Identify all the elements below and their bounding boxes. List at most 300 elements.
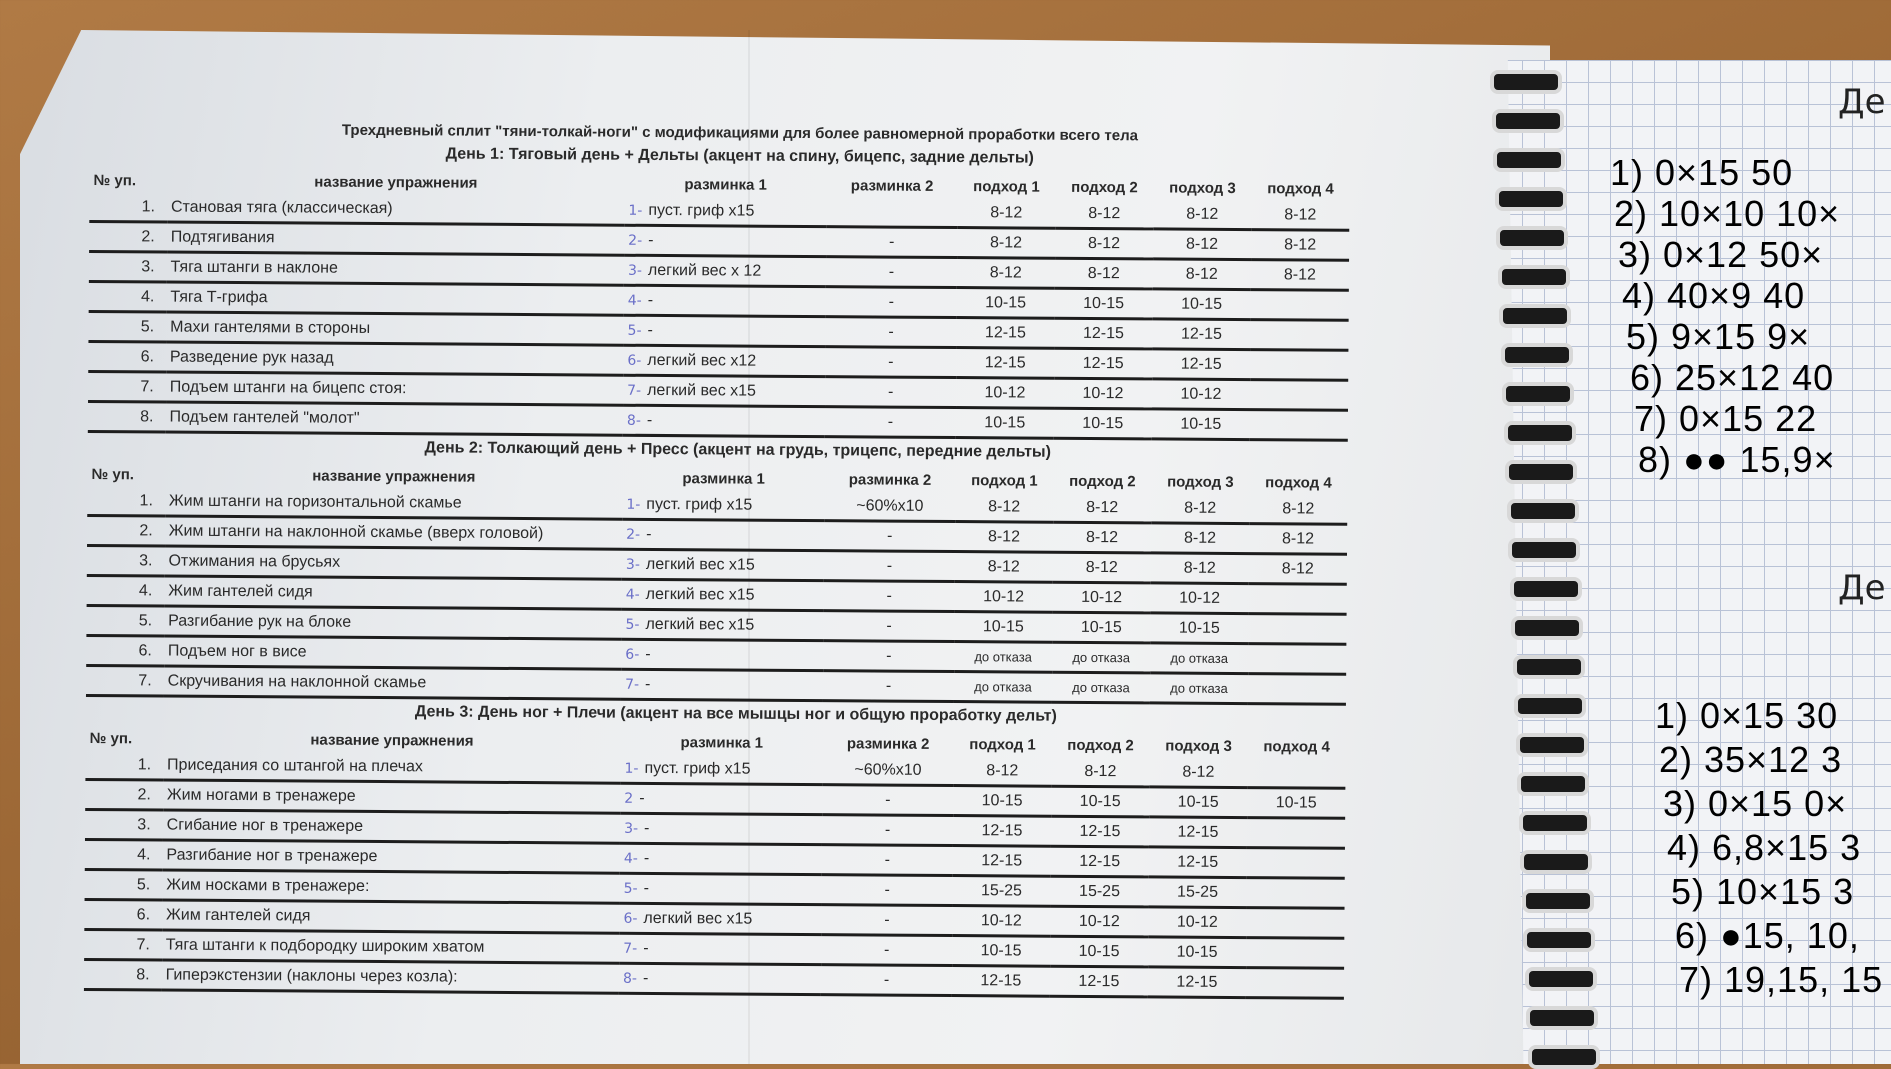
handwritten-mark: 3- [624, 820, 639, 837]
column-header: название упражнения [312, 467, 476, 486]
warmup-1: пуст. гриф x15 [646, 495, 753, 514]
set-4 [1246, 878, 1344, 909]
set-2: 10-15 [1052, 612, 1150, 643]
set-1: 8-12 [955, 493, 1053, 522]
set-1: 10-15 [953, 786, 1051, 817]
spiral-ring [1505, 460, 1577, 484]
set-2: 8-12 [1053, 522, 1151, 553]
column-header: разминка 1 [680, 733, 764, 752]
column-header: подход 2 [1069, 472, 1136, 490]
exercise-number: 1. [85, 751, 163, 780]
set-2: 10-15 [1050, 936, 1148, 967]
exercise-name: Подъем ног в висе [164, 636, 622, 669]
set-4 [1250, 410, 1348, 441]
exercise-number: 4. [87, 575, 165, 606]
spiral-ring [1528, 1045, 1600, 1069]
warmup-1: легкий вес x15 [645, 585, 755, 604]
set-3: 10-12 [1150, 583, 1248, 614]
warmup-1-cell [623, 315, 825, 346]
warmup-1-cell [623, 375, 825, 406]
warmup-2 [826, 198, 957, 227]
spiral-ring [1525, 967, 1597, 991]
exercise-name: Сгибание ног в тренажере [163, 810, 621, 843]
notebook-heading-top: Де [1838, 82, 1886, 122]
set-3: до отказа [1150, 673, 1248, 704]
column-header: № уп. [89, 729, 133, 747]
warmup-2: - [824, 611, 955, 642]
set-3: 8-12 [1151, 523, 1249, 554]
spiral-ring [1490, 70, 1562, 94]
set-2: 12-15 [1054, 318, 1152, 349]
set-4: 8-12 [1249, 495, 1347, 524]
handwritten-mark: 2- [628, 232, 643, 249]
exercise-name: Подтягивания [167, 222, 625, 255]
warmup-1-cell [621, 639, 823, 670]
spiral-ring [1522, 889, 1594, 913]
set-1: до отказа [954, 642, 1052, 673]
column-header: название упражнения [310, 731, 474, 750]
warmup-1: пуст. гриф x15 [644, 759, 751, 778]
set-1: 8-12 [957, 258, 1055, 289]
set-2: 10-12 [1050, 906, 1148, 937]
set-4 [1248, 674, 1346, 705]
notebook-entry: 5) 10×15 3 [1671, 871, 1855, 912]
exercise-name: Махи гантелями в стороны [166, 312, 624, 345]
column-header: название упражнения [314, 173, 478, 192]
exercise-name: Скручивания на наклонной скамье [164, 666, 622, 699]
set-1: 8-12 [955, 552, 1053, 583]
set-4 [1246, 968, 1344, 999]
set-2: 8-12 [1053, 552, 1151, 583]
set-1: 10-12 [954, 582, 1052, 613]
set-2: 12-15 [1051, 846, 1149, 877]
set-4: 8-12 [1249, 524, 1347, 555]
spiral-ring [1508, 538, 1580, 562]
exercise-number: 1. [89, 193, 167, 222]
set-4: 8-12 [1251, 201, 1349, 230]
set-1: 8-12 [957, 228, 1055, 259]
set-3: 12-15 [1149, 847, 1247, 878]
spiral-ring [1526, 1006, 1598, 1030]
day-heading: День 3: День ног + Плечи (акцент на все мышцы ног и общую проработку дельт) [414, 703, 1057, 725]
warmup-1-cell [622, 519, 824, 550]
exercise-number: 3. [87, 545, 165, 576]
spiral-ring [1501, 343, 1573, 367]
exercise-number: 6. [86, 635, 164, 666]
set-4 [1246, 908, 1344, 939]
warmup-1-cell [624, 225, 826, 256]
warmup-1-cell [619, 933, 821, 964]
exercise-name: Жим гантелей сидя [162, 900, 620, 933]
warmup-1-cell [623, 345, 825, 376]
set-2: 10-15 [1054, 408, 1152, 439]
warmup-1: - [646, 525, 652, 543]
set-2: 10-12 [1052, 582, 1150, 613]
handwritten-mark: 3- [625, 556, 640, 573]
set-4 [1248, 644, 1346, 675]
handwritten-mark: 4- [625, 586, 640, 603]
exercise-number: 6. [88, 341, 166, 372]
set-3: 12-15 [1149, 817, 1247, 848]
handwritten-mark: 5- [625, 616, 640, 633]
handwritten-mark: 6- [625, 646, 640, 663]
exercise-number: 2. [89, 221, 167, 252]
set-3: 10-12 [1152, 379, 1250, 410]
warmup-1-cell [620, 843, 822, 874]
set-2: 10-15 [1055, 288, 1153, 319]
notebook-spiral [1490, 70, 1570, 1064]
warmup-2: - [822, 905, 953, 936]
column-header: подход 4 [1263, 737, 1330, 756]
exercise-name: Подъем штанги на бицепс стоя: [166, 372, 624, 405]
handwritten-mark: 2 [624, 790, 634, 807]
warmup-2: - [825, 407, 956, 438]
set-4 [1247, 848, 1345, 879]
handwritten-mark: 1- [624, 760, 639, 777]
warmup-2: - [822, 875, 953, 906]
set-4: 8-12 [1251, 230, 1349, 261]
exercise-number: 2. [85, 779, 163, 810]
warmup-2: - [824, 581, 955, 612]
spiral-ring [1517, 772, 1589, 796]
exercise-number: 8. [88, 401, 166, 432]
warmup-1: - [639, 789, 645, 807]
exercise-number: 7. [86, 665, 164, 696]
notebook-entry: 1) 0×15 50 [1610, 152, 1794, 193]
handwritten-mark: 4- [627, 292, 642, 309]
handwritten-mark: 5- [627, 322, 642, 339]
set-3: 10-15 [1149, 787, 1247, 818]
spiral-ring [1499, 304, 1571, 328]
warmup-1: легкий вес x 12 [647, 261, 762, 280]
set-2: 8-12 [1051, 758, 1149, 787]
set-1: 8-12 [957, 199, 1055, 228]
set-4 [1251, 290, 1349, 321]
exercise-number: 5. [86, 605, 164, 636]
handwritten-mark: 2- [626, 526, 641, 543]
set-3: 12-15 [1148, 967, 1246, 998]
spiral-ring [1496, 226, 1568, 250]
spiral-ring [1495, 187, 1567, 211]
set-3: 10-12 [1148, 907, 1246, 938]
set-3: до отказа [1150, 643, 1248, 674]
warmup-1-cell [624, 255, 826, 286]
spiral-ring [1523, 928, 1595, 952]
day-heading: День 1: Тяговый день + Дельты (акцент на спину, бицепс, задние дельты) [445, 145, 1034, 167]
set-1: 12-15 [956, 318, 1054, 349]
notebook-heading-mid: Де [1838, 568, 1886, 608]
notebook-entry: 3) 0×12 50× [1618, 234, 1824, 275]
set-1: 15-25 [952, 876, 1050, 907]
exercise-number: 7. [84, 929, 162, 960]
warmup-1-cell [621, 609, 823, 640]
set-1: 12-15 [953, 846, 1051, 877]
set-4: 10-15 [1247, 788, 1345, 819]
set-2: 10-15 [1051, 786, 1149, 817]
set-2: 8-12 [1055, 258, 1153, 289]
notebook-entry: 7) 0×15 22 [1634, 398, 1818, 439]
warmup-1-cell [622, 549, 824, 580]
set-4 [1250, 380, 1348, 411]
set-1: 10-15 [954, 612, 1052, 643]
warmup-1: легкий вес x15 [645, 555, 755, 574]
warmup-1-cell [624, 197, 826, 227]
set-3: 8-12 [1149, 758, 1247, 787]
warmup-1: - [645, 645, 651, 663]
set-1: 8-12 [953, 757, 1051, 786]
spiral-ring [1507, 499, 1579, 523]
handwritten-mark: 1- [628, 202, 643, 219]
set-1: до отказа [954, 672, 1052, 703]
warmup-2: - [822, 815, 953, 846]
exercise-table [84, 725, 1346, 1000]
warmup-2: - [825, 347, 956, 378]
exercise-number: 5. [88, 311, 166, 342]
warmup-1: - [644, 819, 650, 837]
set-3: 10-15 [1150, 613, 1248, 644]
warmup-1: легкий вес x15 [647, 381, 757, 400]
handwritten-mark: 1- [626, 496, 641, 513]
set-1: 10-15 [956, 408, 1054, 439]
spiral-ring [1492, 109, 1564, 133]
warmup-1-cell [623, 405, 825, 436]
spiral-ring [1502, 382, 1574, 406]
notebook-entry: 1) 0×15 30 [1655, 695, 1839, 736]
set-3: 8-12 [1153, 200, 1251, 229]
exercise-table [86, 461, 1348, 706]
spiral-ring [1520, 850, 1592, 874]
warmup-2: ~60%x10 [824, 492, 955, 521]
warmup-1: пуст. гриф x15 [648, 201, 755, 220]
set-3: 8-12 [1153, 259, 1251, 290]
set-4 [1246, 938, 1344, 969]
spiral-ring [1514, 694, 1586, 718]
set-4 [1250, 320, 1348, 351]
notebook-entry: 6) ●15, 10, [1675, 915, 1860, 956]
exercise-name: Становая тяга (классическая) [167, 194, 625, 226]
set-4: 8-12 [1249, 554, 1347, 585]
warmup-1-cell [622, 579, 824, 610]
column-header: подход 1 [969, 735, 1036, 754]
spiral-ring [1516, 733, 1588, 757]
column-header: разминка 2 [848, 470, 932, 489]
exercise-name: Отжимания на брусьях [164, 546, 622, 579]
set-1: 8-12 [955, 522, 1053, 553]
warmup-2: - [823, 671, 954, 702]
warmup-1: - [648, 231, 654, 249]
handwritten-mark: 7- [623, 940, 638, 957]
column-header: разминка 1 [684, 175, 767, 194]
workout-document [84, 120, 1390, 1000]
set-3: 10-15 [1148, 937, 1246, 968]
exercise-name: Жим штанги на наклонной скамье (вверх головой) [165, 516, 623, 549]
set-3: 12-15 [1152, 349, 1250, 380]
warmup-1: легкий вес x15 [645, 615, 755, 634]
set-3: 15-25 [1148, 877, 1246, 908]
exercise-number: 3. [85, 809, 163, 840]
set-3: 8-12 [1153, 229, 1251, 260]
warmup-1: - [643, 879, 650, 897]
exercise-table [88, 167, 1350, 442]
warmup-2: ~60%x10 [823, 756, 954, 785]
exercise-number: 2. [87, 515, 165, 546]
handwritten-mark: 7- [625, 676, 640, 693]
warmup-2: - [826, 227, 957, 258]
warmup-2: - [822, 785, 953, 816]
warmup-1-cell [620, 873, 822, 904]
warmup-1: - [646, 411, 653, 429]
exercise-name: Жим штанги на горизонтальной скамье [165, 488, 623, 520]
set-3: 8-12 [1151, 494, 1249, 523]
set-2: 8-12 [1055, 228, 1153, 259]
set-2: 10-12 [1054, 378, 1152, 409]
set-4 [1247, 759, 1345, 788]
set-2: до отказа [1052, 672, 1150, 703]
warmup-1: - [647, 291, 654, 309]
set-4 [1250, 350, 1348, 381]
column-header: подход 4 [1265, 473, 1332, 492]
spiral-ring [1510, 577, 1582, 601]
notebook-entry: 5) 9×15 9× [1626, 316, 1811, 357]
warmup-1-cell [620, 783, 822, 814]
warmup-1: - [643, 939, 649, 957]
exercise-name: Жим носками в тренажере: [162, 870, 620, 903]
document-title: Трехдневный сплит "тяни-толкай-ноги" с модификациями для более равномерной проработки всего тела [341, 121, 1139, 145]
set-3: 10-15 [1153, 289, 1251, 320]
exercise-number: 7. [88, 371, 166, 402]
exercise-name: Разгибание ног в тренажере [162, 840, 620, 873]
handwritten-mark: 6- [627, 352, 642, 369]
column-header: разминка 2 [850, 176, 934, 195]
warmup-2: - [822, 845, 953, 876]
exercise-number: 4. [85, 839, 163, 870]
set-2: 8-12 [1053, 494, 1151, 523]
spiral-ring [1504, 421, 1576, 445]
set-1: 10-12 [956, 378, 1054, 409]
notebook-entry: 4) 6,8×15 3 [1667, 827, 1862, 868]
warmup-1: - [643, 849, 650, 867]
notebook-entry: 6) 25×12 40 [1630, 357, 1835, 398]
exercise-number: 5. [85, 869, 163, 900]
set-2: 12-15 [1051, 816, 1149, 847]
column-header: подход 4 [1267, 179, 1334, 198]
exercise-name: Подъем гантелей "молот" [165, 402, 623, 435]
handwritten-mark: 8- [622, 970, 638, 987]
notebook-entry: 4) 40×9 40 [1622, 275, 1806, 316]
warmup-2: - [826, 317, 957, 348]
spiral-ring [1519, 811, 1591, 835]
column-header: подход 3 [1167, 473, 1234, 491]
warmup-1-cell [624, 285, 826, 316]
notebook-entry: 7) 19,15, 15 [1679, 959, 1884, 1000]
exercise-number: 1. [87, 487, 165, 516]
exercise-name: Жим ногами в тренажере [163, 780, 621, 813]
warmup-1-cell [619, 903, 821, 934]
exercise-number: 3. [89, 251, 167, 282]
exercise-number: 6. [84, 899, 162, 930]
spiral-ring [1498, 265, 1570, 289]
spiral-ring [1493, 148, 1565, 172]
day-heading: День 2: Толкающий день + Пресс (акцент на грудь, трицепс, передние дельты) [424, 439, 1051, 461]
set-2: 12-15 [1050, 966, 1148, 997]
column-header: разминка 2 [846, 734, 930, 753]
set-1: 12-15 [956, 348, 1054, 379]
notebook-entry: 2) 10×10 10× [1614, 193, 1841, 234]
warmup-2: - [821, 935, 952, 966]
set-4: 8-12 [1251, 260, 1349, 291]
column-header: подход 1 [973, 177, 1040, 196]
set-1: 10-15 [957, 288, 1055, 319]
handwritten-mark: 3- [627, 262, 643, 279]
column-header: подход 2 [1067, 736, 1134, 754]
warmup-1: - [645, 675, 651, 693]
warmup-1: - [647, 321, 653, 339]
warmup-1: легкий вес x12 [647, 351, 757, 370]
exercise-name: Разведение рук назад [166, 342, 624, 375]
handwritten-mark: 6- [623, 910, 638, 927]
column-header: № уп. [91, 465, 135, 483]
warmup-1-cell [621, 669, 823, 700]
set-2: до отказа [1052, 642, 1150, 673]
set-2: 8-12 [1055, 200, 1153, 229]
handwritten-mark: 4- [623, 850, 638, 867]
exercise-name: Тяга Т-грифа [166, 282, 624, 315]
set-1: 12-15 [953, 816, 1051, 847]
warmup-1-cell [620, 813, 822, 844]
warmup-1-cell [620, 755, 822, 785]
spiral-ring [1513, 655, 1585, 679]
set-4 [1249, 584, 1347, 615]
column-header: подход 1 [971, 471, 1038, 490]
warmup-1: легкий вес x15 [643, 909, 753, 928]
exercise-name: Тяга штанги к подбородку широким хватом [162, 930, 620, 963]
warmup-2: - [824, 551, 955, 582]
handwritten-mark: 8- [626, 412, 641, 429]
column-header: подход 2 [1071, 178, 1138, 196]
set-1: 12-15 [952, 966, 1050, 997]
set-2: 12-15 [1054, 348, 1152, 379]
warmup-2: - [823, 641, 954, 672]
column-header: № уп. [93, 171, 137, 189]
exercise-name: Жим гантелей сидя [164, 576, 622, 609]
set-3: 12-15 [1152, 319, 1250, 350]
exercise-name: Разгибание рук на блоке [164, 606, 622, 639]
warmup-1-cell [622, 491, 824, 521]
warmup-2: - [825, 377, 956, 408]
warmup-1: - [642, 969, 649, 987]
exercise-name: Тяга штанги в наклоне [166, 252, 624, 285]
warmup-1-cell [619, 963, 821, 994]
set-2: 15-25 [1050, 876, 1148, 907]
warmup-2: - [826, 287, 957, 318]
notebook-entry: 3) 0×15 0× [1663, 783, 1848, 824]
exercise-number: 8. [84, 959, 162, 990]
column-header: подход 3 [1169, 179, 1236, 197]
warmup-2: - [826, 257, 957, 288]
exercise-name: Приседания со штангой на плечах [163, 752, 621, 784]
set-4 [1248, 614, 1346, 645]
set-1: 10-15 [952, 936, 1050, 967]
spiral-ring [1511, 616, 1583, 640]
warmup-2: - [824, 521, 955, 552]
handwritten-mark: 7- [627, 382, 642, 399]
notebook-entry: 2) 35×12 3 [1659, 739, 1843, 780]
notebook-entry: 8) ●● 15,9× [1638, 439, 1836, 480]
handwritten-mark: 5- [623, 880, 638, 897]
set-4 [1247, 818, 1345, 849]
exercise-name: Гиперэкстензии (наклоны через козла): [162, 960, 620, 993]
set-3: 8-12 [1151, 553, 1249, 584]
